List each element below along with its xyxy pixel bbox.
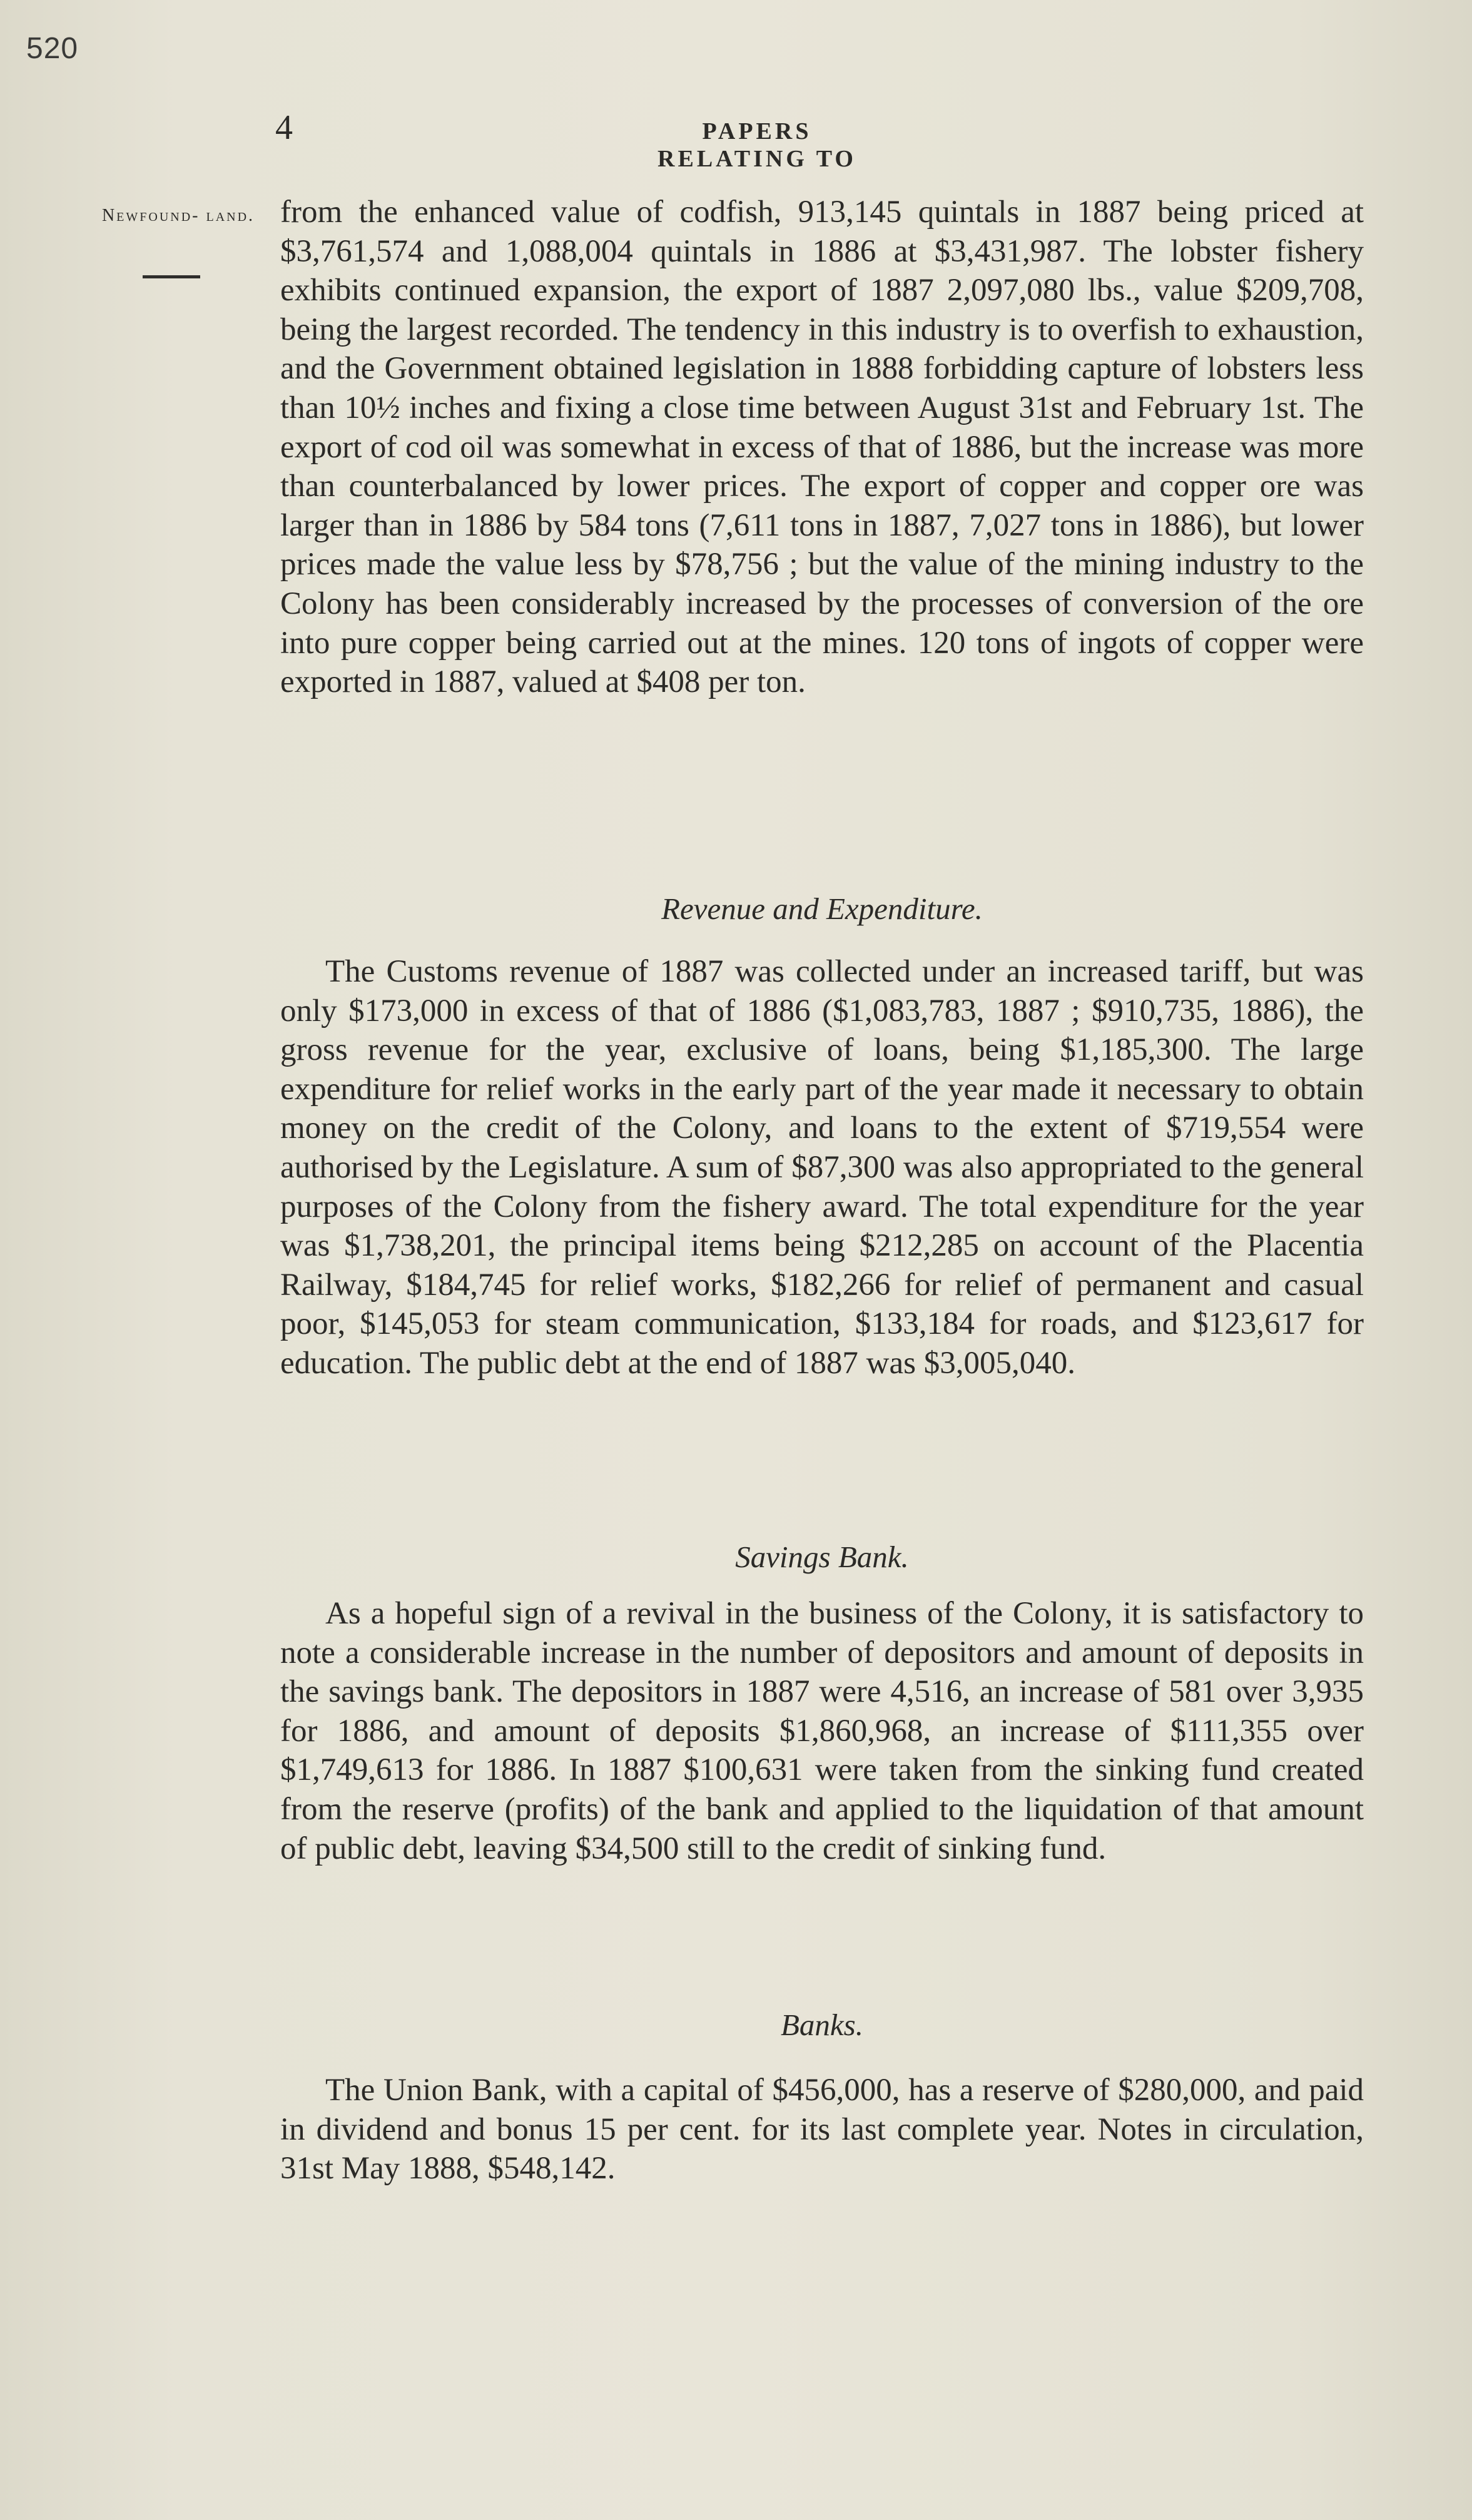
paragraph-fisheries: from the enhanced value of codfish, 913,145 quintals in 1887 being priced at $3,761,574 and 1,088,004 quintals in 1886 at $3,431,987. The lobster fishery exhibits continued expansion, the export of 1887 2,097,080 lbs., value $209,708, being the largest recorded. The tendency in this industry is to overfish to exhaustion, and the Government obtained legislation in 1888 forbidding capture of lobsters less than 10½ inches and fixing a close time between August 31st and February 1st. The export of cod oil was somewhat in excess of that of 1886, but the increase was more than counterbalanced by lower prices. The export of copper and copper ore was larger than in 1886 by 584 tons (7,611 tons in 1887, 7,027 tons in 1886), but lower prices made the value less by $78,756 ; but the value of the mining industry to the Colony has been considerably increased by the processes of conversion of the ore into pure copper being carried out at the mines. 120 tons of ingots of copper were exported in 1887, valued at $408 per ton. [280,195,1364,700]
margin-rule [143,275,200,278]
heading-revenue: Revenue and Expenditure. [661,892,983,926]
scan-page-number: 520 [26,32,79,65]
paragraph-savings-bank: As a hopeful sign of a revival in the business of the Colony, it is satisfactory to note a considerable increase in the number of depositors and amount of deposits in the savings bank. The depositors in 1887 were 4,516, an increase of 581 over 3,935 for 1886, and amount of deposits $1,860,968, an increase of $111,355 over $1,749,613 for 1886. In 1887 $100,631 were taken from the sinking fund created from the reserve (profits) of the bank and applied to the liquidation of that amount of public debt, leaving $34,500 still to the credit of sinking fund. [280,1596,1364,1866]
page-number: 4 [275,108,293,147]
heading-savings-bank: Savings Bank. [735,1540,909,1574]
paragraph-revenue: The Customs revenue of 1887 was collected under an increased tariff, but was only $173,000 in excess of that of 1886 ($1,083,783, 1887 ; $910,735, 1886), the gross revenue for the year, exclusive of loans, being $1,185,300. The large expenditure for relief works in the early part of the year made it necessary to obtain money on the credit of the Colony, and loans to the extent of $719,554 were authorised by the Legislature. A sum of $87,300 was also appropriated to the general purposes of the Colony from the fishery award. The total expenditure for the year was $1,738,201, the principal items being $212,285 on account of the Placentia Railway, $184,745 for relief works, $182,266 for relief of permanent and casual poor, $145,053 for steam communication, $133,184 for roads, and $123,617 for education. The public debt at the end of 1887 was $3,005,040. [280,954,1364,1381]
paragraph-banks: The Union Bank, with a capital of $456,000, has a reserve of $280,000, and paid in dividend and bonus 15 per cent. for its last complete year. Notes in circulation, 31st May 1888, $548,142. [280,2073,1364,2187]
heading-banks: Banks. [781,2008,863,2042]
running-head: PAPERS RELATING TO [657,118,856,172]
margin-note: Newfound- land. [101,206,255,225]
